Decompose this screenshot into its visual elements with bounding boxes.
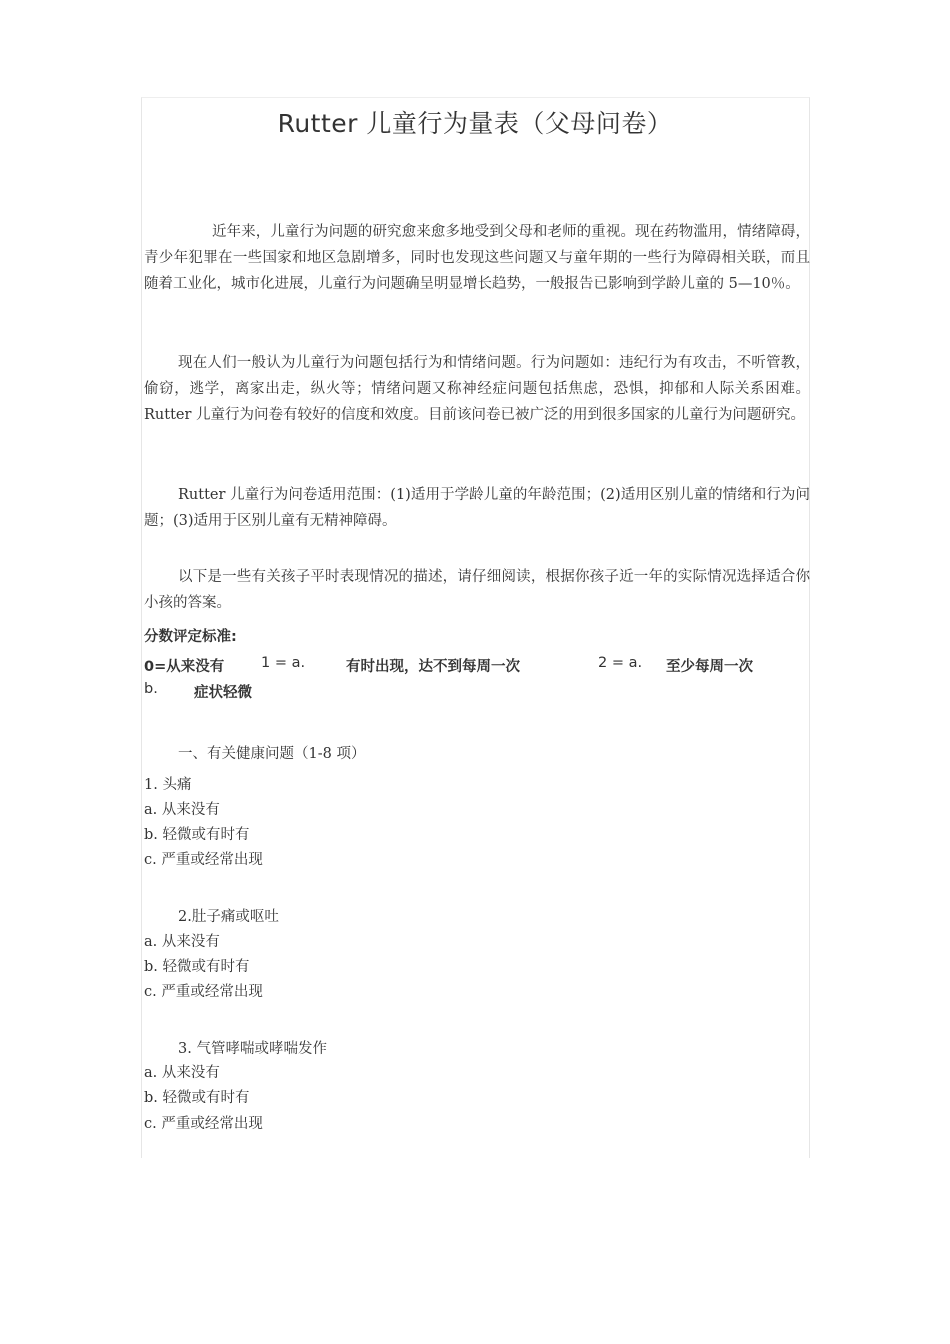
scoring-line-1-score1: 1 = a. (261, 655, 306, 671)
question-1-option-a: a. 从来没有 (144, 802, 220, 818)
question-3-option-a: a. 从来没有 (144, 1065, 220, 1081)
question-1: 1. 头痛 (144, 777, 192, 793)
question-3-option-c: c. 严重或经常出现 (144, 1116, 263, 1132)
intro-paragraph-3: Rutter 儿童行为问卷适用范围：(1)适用于学龄儿童的年龄范围；(2)适用区别儿童的情绪和行为问题；(3)适用于区别儿童有无精神障碍。 (144, 487, 810, 529)
scoring-heading: 分数评定标准: (144, 629, 237, 645)
question-3: 3. 气管哮喘或哮喘发作 (178, 1041, 327, 1057)
document-title: Rutter 儿童行为量表（父母问卷） (277, 109, 673, 138)
question-1-option-b: b. 轻微或有时有 (144, 827, 250, 843)
scoring-line-1-weekly: 至少每周一次 (666, 659, 753, 675)
intro-paragraph-4: 以下是一些有关孩子平时表现情况的描述，请仔细阅读，根据你孩子近一年的实际情况选择适合你小孩的答案。 (144, 569, 810, 611)
section-heading-health: 一、有关健康问题（1-8 项） (178, 746, 366, 762)
scoring-line-2-mild: 症状轻微 (194, 685, 252, 701)
question-2-option-a: a. 从来没有 (144, 934, 220, 950)
scoring-line-1-score2: 2 = a. (598, 655, 643, 671)
question-2-option-c: c. 严重或经常出现 (144, 984, 263, 1000)
question-1-option-c: c. 严重或经常出现 (144, 852, 263, 868)
question-3-option-b: b. 轻微或有时有 (144, 1090, 250, 1106)
intro-paragraph-1: 近年来，儿童行为问题的研究愈来愈多地受到父母和老师的重视。现在药物滥用，情绪障碍，青少年犯罪在一些国家和地区急剧增多，同时也发现这些问题又与童年期的一些行为障碍相关联，而且随着工业化，城市化进展，儿童行为问题确呈明显增长趋势，一般报告已影响到学龄儿童的 5—10％。 (144, 224, 810, 292)
question-2-option-b: b. 轻微或有时有 (144, 959, 250, 975)
intro-paragraph-2: 现在人们一般认为儿童行为问题包括行为和情绪问题。行为问题如：违纪行为有攻击，不听管教，偷窃，逃学，离家出走，纵火等；情绪问题又称神经症问题包括焦虑，恐惧，抑郁和人际关系困难。Rutter 儿童行为问卷有较好的信度和效度。目前该问卷已被广泛的用到很多国家的儿童行为问题研究。 (144, 355, 810, 423)
question-2: 2.肚子痛或呕吐 (178, 909, 279, 925)
scoring-line-1-sometimes: 有时出现，达不到每周一次 (346, 659, 520, 675)
scoring-line-2-b: b. (144, 681, 158, 697)
scoring-line-1-never: 0=从来没有 (144, 659, 225, 675)
